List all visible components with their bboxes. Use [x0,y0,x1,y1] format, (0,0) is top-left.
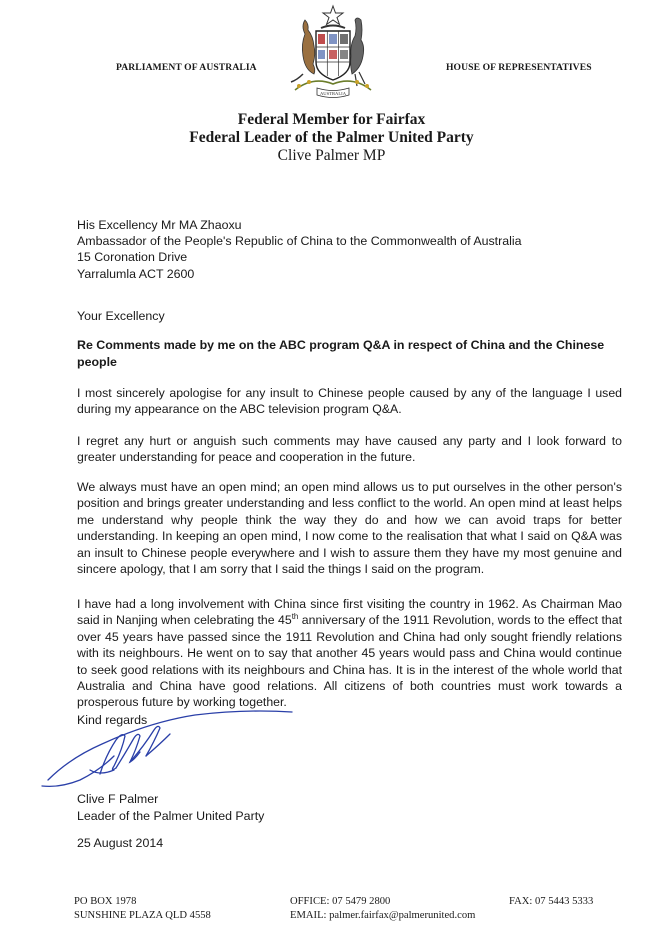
body-paragraph: I regret any hurt or anguish such comments may have caused any party and I look forward to greater understanding for peace and cooperation in the future. [77,434,622,465]
footer-fax: FAX: 07 5443 5333 [509,896,594,907]
coat-of-arms-icon [283,4,383,100]
member-name: Clive Palmer MP [277,147,386,164]
footer-office: OFFICE: 07 5479 2800 [290,896,391,907]
signer-name: Clive F Palmer [77,792,159,806]
body-paragraph [77,596,622,711]
footer-location: SUNSHINE PLAZA QLD 4558 [74,910,211,921]
recipient-line: Yarralumla ACT 2600 [77,266,195,281]
recipient-line: Ambassador of the People's Republic of China to the Commonwealth of Australia [77,234,522,249]
body-paragraph: We always must have an open mind; an open mind allows us to put ourselves in the other person's position and brings greater understanding and less conflict to the world. An open mind at least helps me understand why people think the way they do and how we can avoid traps for better understanding. In keeping an open mind, I now come to the realisation that what I said on Q&A was an insult to Chinese people everywhere and I wish to assure them they have my most genuine and sincere apology, that I am sorry that I said the things I said on the program. [77,480,622,577]
recipient-address [77,217,522,282]
house-label: HOUSE OF REPRESENTATIVES [446,62,592,73]
crest-motto: AUSTRALIA [319,91,347,96]
body-text: I have had a long involvement with China since first visiting the country in 1962. As Chairman Mao said in Nanjing when celebrating the 45 [77,597,622,628]
party-title: Federal Leader of the Palmer United Party [189,129,474,146]
letter-date: 25 August 2014 [77,836,164,850]
member-title: Federal Member for Fairfax [237,111,426,128]
footer-fax-block [509,895,593,909]
closing: Kind regards [77,713,148,727]
signer-title: Leader of the Palmer United Party [77,808,265,823]
footer-postal [74,895,211,923]
subject-line: Re Comments made by me on the ABC program Q&A in respect of China and the Chinese people [77,338,605,369]
body-text: anniversary of the 1911 Revolution, words to the effect that over 45 years have passed since the 1911 Revolution and China had only sought friendly relations with its neighbours. He went on to say that another 45 years would pass and China would continue to seek good relations with its neighbours and China has. It is in the interest of the whole world that Australia and China have good relations. All citizens of both countries must work towards a prosperous future by working together. [77,613,622,710]
body-paragraph: I most sincerely apologise for any insult to Chinese people caused by any of the language I used during my appearance on the ABC television program Q&A. [77,386,622,417]
signature-icon [30,700,300,795]
footer-contact [290,895,475,923]
recipient-line: 15 Coronation Drive [77,250,188,265]
signer-block [77,791,264,824]
parliament-label: PARLIAMENT OF AUSTRALIA [116,62,257,73]
footer-po-box: PO BOX 1978 [74,896,137,907]
letterhead-titles [0,111,663,165]
ordinal-suffix: th [291,612,299,622]
salutation: Your Excellency [77,309,165,323]
footer-email: EMAIL: palmer.fairfax@palmerunited.com [290,910,476,921]
recipient-line: His Excellency Mr MA Zhaoxu [77,218,242,232]
